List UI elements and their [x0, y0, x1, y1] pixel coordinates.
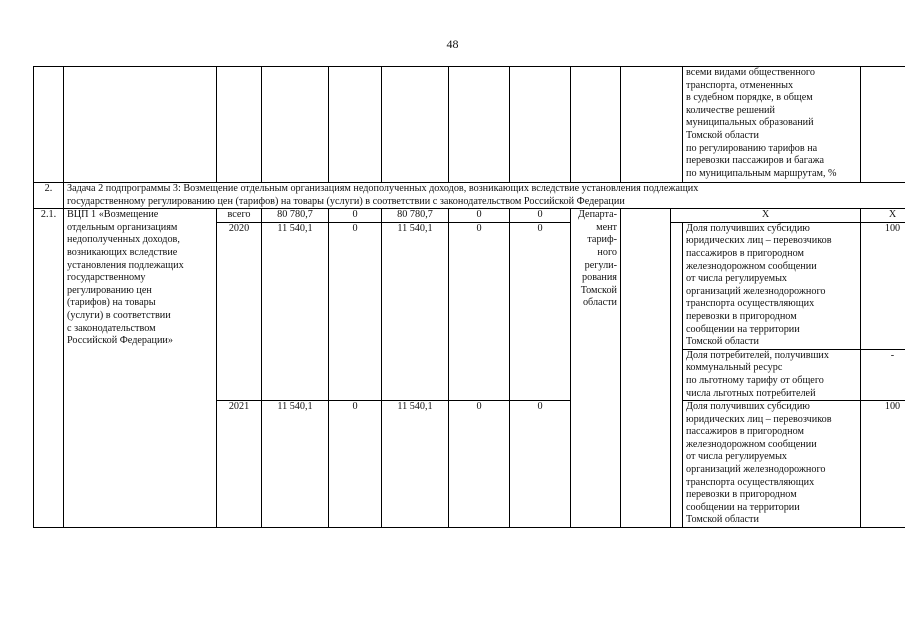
program-table — [33, 66, 905, 528]
total-cell: 80 780,7 — [262, 209, 329, 223]
indicator-cell: Доля получивших субсидию юридических лиц – перевозчиков пассажиров в пригородном железнодорожном сообщении от числа регулируемых организаций железнодорожного транспорта осуществляющих перевозки в пригородном сообщении на территории Томской области — [683, 222, 861, 349]
item-name: ВЦП 1 «Возмещение отдельным организациям недополученных доходов, возникающих вследствие установления подлежащих государственному регулированию цен (тарифов) на товары (услуги) в соответствии с законодательством Российской Федерации» — [64, 209, 217, 528]
regional-cell: 80 780,7 — [382, 209, 449, 223]
value-cell: - — [861, 349, 905, 400]
cell-empty — [329, 67, 382, 183]
indicator-cell: Доля получивших субсидию юридических лиц – перевозчиков пассажиров в пригородном железнодорожном сообщении от числа регулируемых организаций железнодорожного транспорта осуществляющих перевозки в пригородном сообщении на территории Томской области — [683, 401, 861, 528]
cell-empty — [449, 67, 510, 183]
local-cell: 0 — [449, 401, 510, 528]
task-number: 2. — [34, 183, 64, 209]
cell-empty — [64, 67, 217, 183]
federal-cell: 0 — [329, 209, 382, 223]
cell-empty — [621, 209, 671, 528]
value-cell: X — [861, 209, 905, 223]
cont-indicator-cell: всеми видами общественного транспорта, отмененных в судебном порядке, в общем количестве решений муниципальных образований Томской области по регулированию тарифов на перевозки пассажиров и багажа по муниципальным маршрутам, % — [683, 67, 861, 183]
local-cell: 0 — [449, 222, 510, 400]
value-cell: 100 — [861, 222, 905, 349]
page-number: 48 — [446, 37, 459, 51]
total-cell: 11 540,1 — [262, 222, 329, 400]
extra-cell: 0 — [510, 209, 571, 223]
task-text: Задача 2 подпрограммы 3: Возмещение отдельным организациям недополученных доходов, возникающих вследствие установления подлежащих государственному регулированию цен (тарифов) на товары (услуги) в соответствии с законодательством Российской Федерации — [64, 183, 905, 209]
continuation-row — [34, 67, 905, 183]
item-number: 2.1. — [34, 209, 64, 528]
executor-cell: Департа- мент тариф- ного регули- рования Томской области — [571, 209, 621, 528]
extra-cell: 0 — [510, 222, 571, 400]
indicator-cell: X — [671, 209, 861, 223]
cell-empty — [382, 67, 449, 183]
cell-empty — [262, 67, 329, 183]
year-cell: всего — [217, 209, 262, 223]
regional-cell: 11 540,1 — [382, 401, 449, 528]
cell-empty — [621, 67, 683, 183]
cell-empty — [34, 67, 64, 183]
extra-cell: 0 — [510, 401, 571, 528]
local-cell: 0 — [449, 209, 510, 223]
cell-empty — [671, 222, 683, 527]
task-row — [34, 183, 905, 209]
value-cell: 100 — [861, 401, 905, 528]
total-cell: 11 540,1 — [262, 401, 329, 528]
cell-empty — [861, 67, 905, 183]
cell-empty — [571, 67, 621, 183]
table-row — [34, 209, 905, 223]
federal-cell: 0 — [329, 401, 382, 528]
cell-empty — [510, 67, 571, 183]
year-cell: 2020 — [217, 222, 262, 400]
cell-empty — [217, 67, 262, 183]
regional-cell: 11 540,1 — [382, 222, 449, 400]
federal-cell: 0 — [329, 222, 382, 400]
indicator-cell: Доля потребителей, получивших коммунальный ресурс по льготному тарифу от общего числа льготных потребителей — [683, 349, 861, 400]
year-cell: 2021 — [217, 401, 262, 528]
